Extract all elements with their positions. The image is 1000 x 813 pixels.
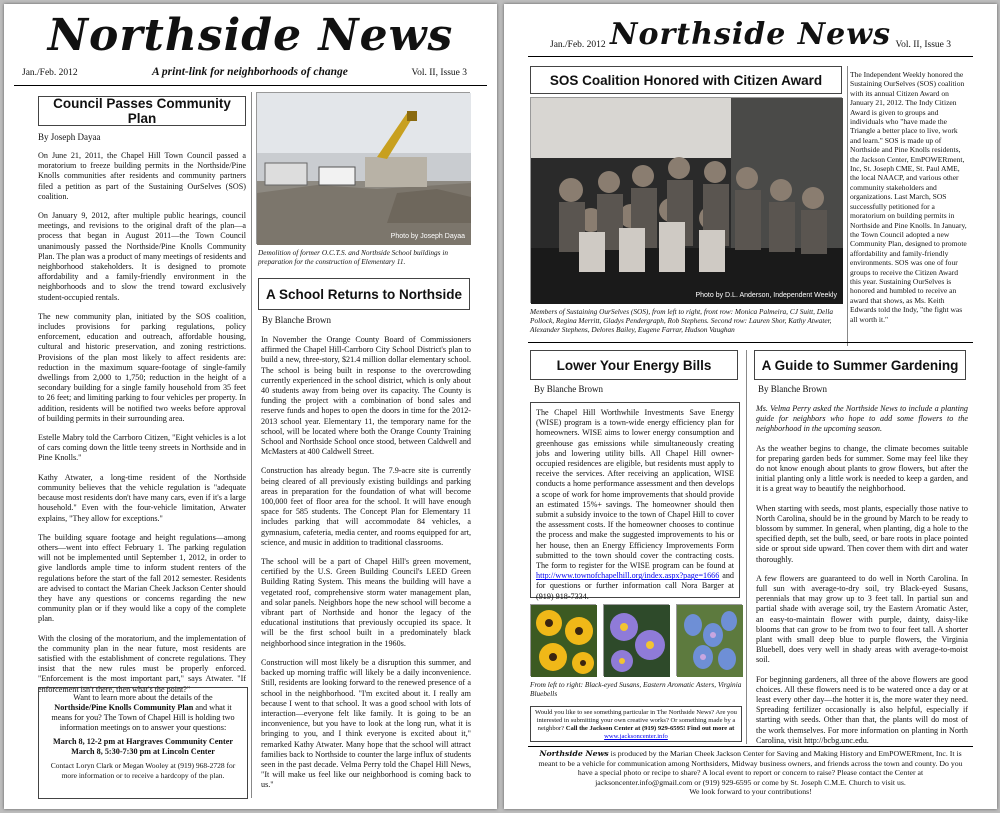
photo-caption: Members of Sustaining OurSelves (SOS), from left to right, front row: Monica Palmeira, CJ Suitt, Della Pollock, Regina Merritt, Gladys Pendergraph, Rob Stephens. Second row: Lauren Shor, Kathy Atwater, Alexander Stephens, Delores Bailey, Eugene Farrar, Hudson Vaughan [530,307,833,334]
footer-text: is produced by the Marian Cheek Jackson Center for Saving and Making History and EmPOWERment, Inc. It is meant to be a vehicle for communication among Northsiders, Midway business owners, and friends across the town and county. Do you have a special photo or recipe to share? A local event to report or concern to raise? Please contact the Center at jacksoncenter.info@gmail.com or (919) 929-6595 or come by St. Joseph C.M.E. Church to visit us. [538,749,963,787]
sos-sidebar: The Independent Weekly honored the Sustaining OurSelves (SOS) coalition with its annual Citizen Award on January 21, 2012. The Indy Citizen Award is given to groups and individuals who "have made the Triangle a better place to live, work and learn." SOS is made up of Northside and Pine Knolls residents, the Jackson Center, EmPOWERment, Inc, St. Joseph CME, St. Paul AME, the local NAACP, and various other community stakeholders and organizations. Last March, SOS successfully petitioned for a moratorium on building permits in Northside and Pine Knolls. In January, the Town Council adopted a new Community Plan, designed to promote affordability and family-friendly environments. SOS was one of four groups to receive the Citizen Award this year. Sustaining OurSelves is honored and humbled to receive an award that shows, as Ms. Keith Edwards told the Indy, "the fight was all worth it." [850,70,967,324]
garden-body [756,404,968,744]
sos-group-photo [530,97,842,303]
column-divider [847,66,848,346]
byline: By Blanche Brown [534,384,603,394]
energy-tail: and for questions or further information call Nora Barger at (919) 918-7334. [536,571,734,601]
demolition-photo [256,92,470,244]
paragraph: When starting with seeds, most plants, especially those native to North Carolina, should be in the ground by March to be ready to blossom by summer. In general, when planting, dig a hole to the specified depth, set the bulb, seed, or bare roots in place pointed side or sprout side upward. Then cover them with dirt and water thoroughly. [756,503,968,564]
footer [538,749,963,797]
jackson-center-link[interactable]: www.jacksoncenter.info [604,733,668,740]
article-headline: A School Returns to Northside [258,278,470,310]
article-headline: A Guide to Summer Gardening [754,350,966,380]
byline: By Blanche Brown [758,384,827,394]
issue-date: Jan./Feb. 2012 [550,40,606,50]
footer-rule [528,746,973,747]
tagline: A print-link for neighborhoods of change [152,66,348,78]
info-line: Want to learn more about the details of the [73,693,213,702]
energy-box [530,402,740,601]
black-eyed-susan-icon [531,605,597,677]
newsletter-page-1 [4,4,497,809]
paragraph: Kathy Atwater, a long-time resident of the Northside community believes that the vehicle regulation is "adequate because most residents don't have many cars, even if it's a large household." Even with the four-vehicle limitation, Atwater explains, "They allow for exceptions." [38,472,246,523]
flowers-caption: From left to right: Black-eyed Susans, Eastern Aromatic Asters, Virginia Bluebells [530,680,742,698]
paragraph: The building square footage and height regulations—among others—went into effect February 1. The parking regulation will not be implemented until September 1, 2012, in order to give landlords ample time to inform student renters of the regulations before the start of the fall 2012 semester. Residents are advised to contact the Marian Cheek Jackson Center should they have any questions or concerns regarding the new community plan or if they would like a copy of the complete plan. [38,532,246,624]
article-headline: SOS Coalition Honored with Citizen Award [530,66,842,94]
paragraph: Construction has already begun. The 7.9-acre site is currently being cleared of all previously existing buildings and parking areas in preparation for the foundation of what will become 100,000 feet of floor area for the school. It will have enough space for 585 students. The Concept Plan for Elementary 11 includes parking that will accommodate 84 vehicles, a gymnasium, cafeteria, media center, and rooms equipped for art, science, and music in addition to traditional classrooms. [261,466,471,547]
article-headline: Lower Your Energy Bills [530,350,738,380]
photo-credit: Photo by D.L. Anderson, Independent Weekly [695,292,837,299]
garden-intro: Ms. Velma Perry asked the Northside News to include a planting guide for neighbors who hope to add some flowers to the neighborhood in the upcoming season. [756,404,968,434]
paragraph: A few flowers are guaranteed to do well in North Carolina. In full sun with average-to-dry soil, try Black-eyed Susans, perennials that may grow up to 3 feet tall. In partial sun and partial shade with average soil, try the Eastern Aromatic Aster, an easy-to-maintain flower with purple, dainty, daisy-like blooms that can grow to be from two to four feet tall. A shorter plant with small deep blue to purple flowers, the Virginia Bluebell, does very well in shady areas with average-to-moist soil. [756,573,968,665]
newsletter-page-2 [504,4,997,809]
virginia-bluebells-photo [676,604,742,676]
paragraph: The school will be a part of Chapel Hill's green movement, certified by the U.S. Green Building Council's LEED Green Building Rating System. This means the building will have a vegetated roof, comprehensive storm water management plan, and solar panels. Neighbors hope the new school will become a vibrant part of Northside and honor the legacy of the educational institutions that previously occupied its space. It will be the first school built in a predominately black neighborhood since integration in the 1960s. [261,557,471,648]
info-line: and what it means for you? The Town of Chapel Hill is holding two information meetings on to answer your questions: [51,703,235,732]
sos-group-photo-image [531,98,843,304]
submit-call: Call the Jackson Center at (919) 929-6595! Find out more at [565,725,735,732]
paragraph: The new community plan, initiated by the SOS coalition, includes provisions for parking regulations, policy enforcement, education and outreach, affordable housing, cultural and historic preservation, and zoning restrictions. Provisions of the plan most likely to affect residents are: reduction in the maximum square-footage of single-family dwellings from 2,000 to 1,750; reduction in the height of a secondary building for a single family household from 35 feet to 26 feet; and limiting parking to four vehicles per property. In addition, residents will be notified two weeks before approval of building permits in their surrounding area. [38,311,246,423]
article-body [261,335,471,799]
byline: By Joseph Dayaa [38,132,101,142]
aster-icon [604,605,670,677]
submit-box [530,706,742,742]
photo-credit: Photo by Joseph Dayaa [390,233,465,240]
contact-info: Contact Loryn Clark or Megan Wooley at (919) 968-2728 for more information or to receive a hardcopy of the plan. [50,761,236,780]
volume-issue: Vol. II, Issue 3 [411,68,467,78]
paragraph: As the weather begins to change, the climate becomes suitable for preparing garden beds for summer. Some may feel like they do not know enough about plants to grow flowers, but after the initial planting only a little work is needed to keep a garden, and it is a great way to beautify the neighborhood. [756,443,968,494]
wise-program-link[interactable]: http://www.townofchapelhill.org/index.aspx?page=1666 [536,571,720,581]
volume-issue: Vol. II, Issue 3 [895,40,951,50]
masthead-rule [528,56,973,57]
paragraph: On June 21, 2011, the Chapel Hill Town Council passed a moratorium to freeze building permits in the Northside/Pine Knolls communities after residents and community partners filed a petition as part of the Sustaining OurSelves (SOS) coalition. [38,151,246,201]
photo-caption: Demolition of former O.C.T.S. and Northside School buildings in preparation for the construction of Elementary 11. [258,248,448,266]
issue-date: Jan./Feb. 2012 [22,68,78,78]
article-body [38,151,246,694]
masthead-rule [14,85,487,86]
submit-text: Would you like to see something particular in The Northside News? Are you interested in submitting your own creative works? Or something made by a neighbor? [535,709,737,732]
paragraph: For beginning gardeners, all three of the above flowers are good choices. All these flowers need is to be watered once a day or at least every other day—the hotter it is, the more water they need. Spreading fertilizer occasionally is also helpful, especially if starting with seeds. Other than that, the plants will do most of the work themselves. For more information on planting in North Carolina, visit http://bcbg.unc.edu. [756,674,968,745]
meeting-1: March 8, 12-2 pm at Hargraves Community Center [53,737,233,746]
byline: By Blanche Brown [262,315,331,325]
info-box [38,687,248,799]
bluebell-icon [677,605,743,677]
footer-closing: We look forward to your contributions! [689,787,812,797]
section-rule [528,342,973,343]
plan-name: Northside/Pine Knolls Community Plan [54,703,194,712]
masthead: Northside News [610,17,891,52]
energy-text: The Chapel Hill Worthwhile Investments Save Energy (WISE) program is a town-wide energy efficiency plan for homeowners. WISE aims to lower energy consumption and greenhouse gas emissions while simultaneously creating jobs and lowering utility bills. All Chapel Hill owner-occupied residences are eligible, but residents must apply to receive the services. After receiving an application, WISE conducts a home performance assessment and then develops a scope of work for home improvements that should provide an estimated 15%+ savings. The homeowner should then submit a subsidy invoice to the town of Chapel Hill to cover the assessment costs. If the homeowner chooses to continue the process and make the suggested improvements to his or her house, then an Energy Efficiency Improvements Form submitted to the town should cover the contracting costs. The form to register for the WISE program can be found at [536,408,734,571]
meeting-2: March 8, 5:30-7:30 pm at Lincoln Center [71,747,215,756]
paragraph: Construction will most likely be a disruption this summer, and backed up morning traffic will likely be a daily inconvenience. Still, residents are looking forward to the renewed presence of a school in the neighborhood. "I'm excited about it. I really am because I went to that school. It was a good school with lots of interaction—everyone felt like family. It is going to be an inconvenience, but you have to look at the long run, what it is bringing to you, and I think everyone is excited about it," remarked Kathy Atwater. Many hope that the school will attract families back to Northside to counter the large influx of students seen in the past decade. Velma Perry told the Chapel Hill News, "It will make us feel like our neighborhood is coming back to us." [261,657,471,790]
masthead: Northside News [47,10,454,61]
paragraph: With the closing of the moratorium, and the implementation of the community plan in the near future, most residents are satisfied with the establishment of concrete regulations. They insist that the new rules must be properly enforced. "Enforcement is the most important part," says Atwater. "If enforcement isn't there, then what's the point?" [38,633,246,694]
aromatic-asters-photo [603,604,669,676]
black-eyed-susans-photo [530,604,596,676]
paragraph: In November the Orange County Board of Commissioners affirmed the Chapel Hill-Carrboro City School District's plan to build a new, three-story, $21.4 million dollar elementary school. The school is being built in response to the overcrowding currently experienced in the school district, which is only about 40 students away from being over its capacity. The County is funding the project with a combination of bond sales and reserve funds and hopes to open the doors in time for the 2012-2013 school year. Elementary 11, the temporary name for the school, will be located where both the Orange County Training School and Northside School once stood, between Caldwell and McMasters at 400 Caldwell Street. [261,335,471,457]
paragraph: On January 9, 2012, after multiple public hearings, council meetings, and revisions to the original draft of the plan—a process that began in August 2011—the Town Council unanimously passed the Northside/Pine Knolls Community Plan. The plan was a product of many meetings of residents and neighborhood stakeholders. It is designed to promote affordability and a family-friendly environment in the neighborhoods and to slow the trend toward exclusively student-occupied rentals. [38,211,246,302]
article-headline: Council Passes Community Plan [38,96,246,126]
paragraph: Estelle Mabry told the Carrboro Citizen, "Eight vehicles is a lot of cars coming down the little teeny streets in Northside and in Pine Knolls." [38,433,246,463]
footer-brand: Northside News [539,749,609,758]
demolition-photo-image [257,93,471,245]
column-divider [251,92,252,798]
column-divider [746,350,747,744]
